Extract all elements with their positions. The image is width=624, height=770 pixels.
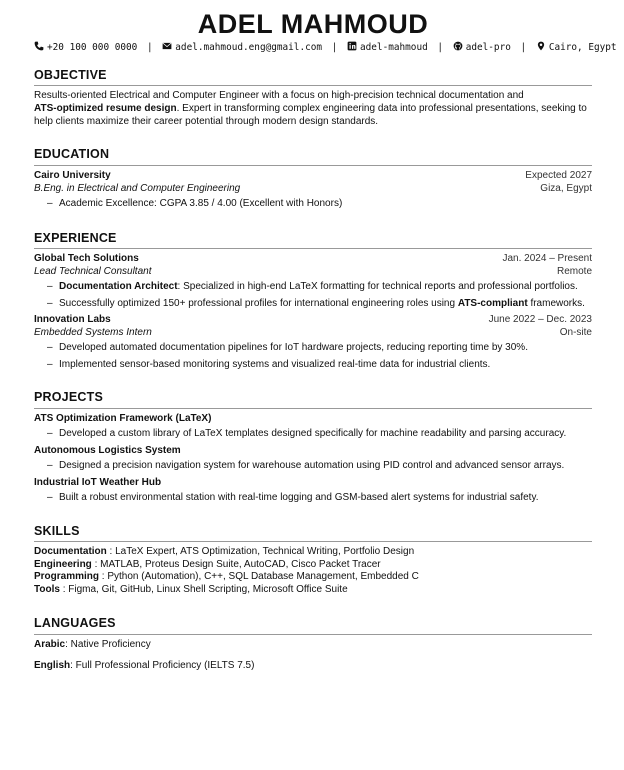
linkedin-link[interactable]: adel-mahmoud [360, 42, 428, 53]
location-text: Cairo, Egypt [548, 42, 617, 53]
skill-label: Engineering [34, 558, 92, 570]
skill-line [34, 559, 592, 572]
school-name: Cairo University [34, 170, 111, 182]
job-entry [34, 253, 592, 310]
job-entry [34, 314, 592, 371]
contact-separator: | [520, 42, 527, 53]
company-name: Global Tech Solutions [34, 253, 139, 265]
language-line [34, 639, 592, 652]
skill-value: : Figma, Git, GitHub, Linux Shell Scripting, Microsoft Office Suite [59, 583, 348, 595]
skill-value: : LaTeX Expert, ATS Optimization, Technical Writing, Portfolio Design [106, 546, 415, 558]
objective-text-part: Results-oriented Electrical and Computer Engineer with a focus on high-precision technical documentation and [34, 90, 524, 102]
resume-name: ADEL MAHMOUD [197, 9, 429, 39]
list-item: – Built a robust environmental station with real-time logging and GSM-based alert systems for industrial safety. [47, 492, 592, 505]
section-title-experience: EXPERIENCE [34, 231, 592, 250]
language-label: English [34, 659, 71, 671]
project-name: Industrial IoT Weather Hub [34, 476, 162, 488]
list-item [47, 298, 592, 311]
envelope-icon [162, 41, 172, 51]
degree-name: B.Eng. in Electrical and Computer Engineering [34, 182, 241, 194]
project-name: ATS Optimization Framework (LaTeX) [34, 412, 212, 424]
skill-line [34, 546, 592, 559]
education-header-row [34, 170, 592, 183]
job-place: Remote [556, 265, 592, 277]
skill-line [34, 584, 592, 597]
phone-text: +20 100 000 0000 [47, 42, 138, 53]
language-value: : Native Proficiency [65, 639, 151, 651]
education-sub-row [34, 183, 592, 196]
skills-section [34, 524, 592, 597]
skill-value: : MATLAB, Proteus Design Suite, AutoCAD, Cisco Packet Tracer [91, 558, 381, 570]
project-entry [34, 477, 592, 505]
contact-separator: | [437, 42, 444, 53]
skill-value: : Python (Automation), C++, SQL Database Management, Embedded C [99, 571, 419, 583]
language-value: : Full Professional Proficiency (IELTS 7.5) [70, 659, 255, 671]
project-entry [34, 413, 592, 441]
company-name: Innovation Labs [34, 314, 111, 326]
project-entry [34, 445, 592, 473]
languages-section [34, 616, 592, 672]
github-link[interactable]: adel-pro [465, 42, 511, 53]
job-sub-row [34, 266, 592, 279]
section-title-projects: PROJECTS [34, 390, 592, 409]
phone-icon [34, 41, 44, 51]
github-icon [453, 41, 463, 51]
section-title-objective: OBJECTIVE [34, 68, 592, 87]
contact-separator: | [146, 42, 153, 53]
map-pin-icon [536, 41, 546, 51]
list-item [47, 281, 592, 294]
objective-section [34, 68, 592, 129]
skill-label: Programming [34, 571, 100, 583]
list-item: – Implemented sensor-based monitoring systems and visualized real-time data for industrial clients. [47, 359, 592, 372]
list-item: – Developed a custom library of LaTeX templates designed specifically for machine readability and parsing accuracy. [47, 428, 592, 441]
project-items [47, 428, 592, 441]
skill-line [34, 571, 592, 584]
skill-label: Tools [34, 583, 60, 595]
email-link[interactable]: adel.mahmoud.eng@gmail.com [175, 42, 323, 53]
objective-text [34, 90, 592, 128]
project-items [47, 460, 592, 473]
education-section [34, 147, 592, 210]
job-date: Jan. 2024 – Present [502, 253, 592, 265]
skill-label: Documentation [34, 546, 107, 558]
list-item: – Designed a precision navigation system for warehouse automation using PID control and advanced sensor arrays. [47, 460, 592, 473]
section-title-education: EDUCATION [34, 147, 592, 166]
job-date: June 2022 – Dec. 2023 [488, 314, 592, 326]
project-name: Autonomous Logistics System [34, 444, 181, 456]
bullet-bold: Documentation Architect [59, 281, 178, 293]
bullet-text: : Specialized in high-end LaTeX formatting for technical reports and professional portfolios. [177, 281, 578, 293]
contact-line [34, 41, 617, 54]
projects-section [34, 390, 592, 505]
education-date: Expected 2027 [525, 170, 592, 182]
section-title-skills: SKILLS [34, 524, 592, 543]
job-place: On-site [559, 326, 592, 338]
bullet-text: Successfully optimized 150+ professional profiles for international engineering roles using [59, 297, 458, 309]
education-items [47, 198, 592, 211]
objective-bold: ATS-optimized resume design [34, 103, 177, 115]
resume-page [34, 8, 617, 680]
job-header-row [34, 314, 592, 327]
language-label: Arabic [34, 639, 66, 651]
language-line [34, 660, 592, 673]
project-items [47, 492, 592, 505]
contact-separator: | [331, 42, 338, 53]
bullet-bold: ATS-compliant [457, 297, 528, 309]
job-items [47, 342, 592, 371]
bullet-text: frameworks. [527, 297, 585, 309]
education-place: Giza, Egypt [540, 182, 592, 194]
list-item: – Developed automated documentation pipelines for IoT hardware projects, reducing reporting time by 30%. [47, 342, 592, 355]
experience-section [34, 231, 592, 372]
list-item: – Academic Excellence: CGPA 3.85 / 4.00 (Excellent with Honors) [47, 198, 592, 211]
job-sub-row [34, 327, 592, 340]
job-items [47, 281, 592, 310]
job-role: Embedded Systems Intern [34, 326, 152, 338]
job-role: Lead Technical Consultant [34, 265, 152, 277]
objective-text-part: . Expert in transforming complex engineering data into professional presentations, seeking to help clients maximize their career potential through modern design standards. [34, 103, 587, 127]
job-header-row [34, 253, 592, 266]
linkedin-icon [347, 41, 357, 51]
section-title-languages: LANGUAGES [34, 616, 592, 635]
